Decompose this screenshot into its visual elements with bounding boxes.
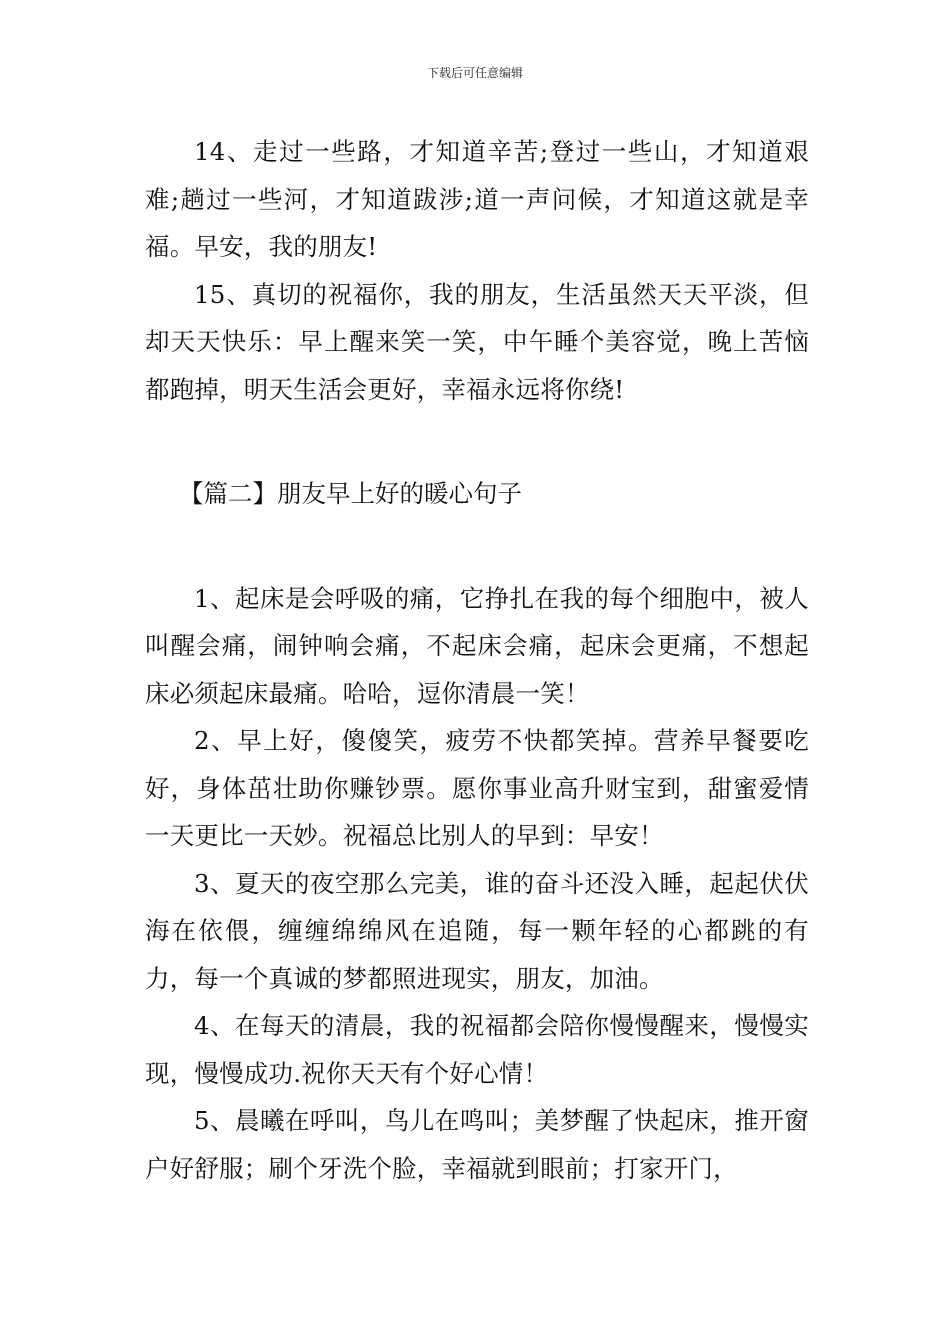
- section-title: 【篇二】朋友早上好的暖心句子: [179, 479, 522, 508]
- spacer: [145, 518, 809, 575]
- paragraph-4: 4、在每天的清晨，我的祝福都会陪你慢慢醒来，慢慢实现，慢慢成功.祝你天天有个好心情！: [145, 1011, 809, 1088]
- document-body: [145, 128, 809, 1192]
- paragraph-2: 2、早上好，傻傻笑，疲劳不快都笑掉。营养早餐要吃好，身体茁壮助你赚钞票。愿你事业高升财宝到，甜蜜爱情一天更比一天妙。祝福总比别人的早到：早安！: [145, 726, 809, 850]
- page-header-note: 下载后可任意编辑: [426, 66, 523, 80]
- paragraph-15: 15、真切的祝福你，我的朋友，生活虽然天天平淡，但却天天快乐：早上醒来笑一笑，中午睡个美容觉，晚上苦恼都跑掉，明天生活会更好，幸福永远将你绕!: [145, 279, 809, 404]
- paragraph-1: 1、起床是会呼吸的痛，它挣扎在我的每个细胞中，被人叫醒会痛，闹钟响会痛，不起床会痛，起床会更痛，不想起床必须起床最痛。哈哈，逗你清晨一笑！: [145, 583, 809, 708]
- paragraph-5: 5、晨曦在呼叫，鸟儿在鸣叫；美梦醒了快起床，推开窗户好舒服；刷个牙洗个脸，幸福就到眼前；打家开门，: [145, 1106, 809, 1183]
- paragraph-3: 3、夏天的夜空那么完美，谁的奋斗还没入睡，起起伏伏海在依偎，缠缠绵绵风在追随，每一颗年轻的心都跳的有力，每一个真诚的梦都照进现实，朋友，加油。: [145, 868, 809, 993]
- paragraph-14: 14、走过一些路，才知道辛苦;登过一些山，才知道艰难;趟过一些河，才知道跋涉;道一声问候，才知道这就是幸福。早安，我的朋友!: [145, 137, 809, 261]
- spacer: [145, 413, 809, 470]
